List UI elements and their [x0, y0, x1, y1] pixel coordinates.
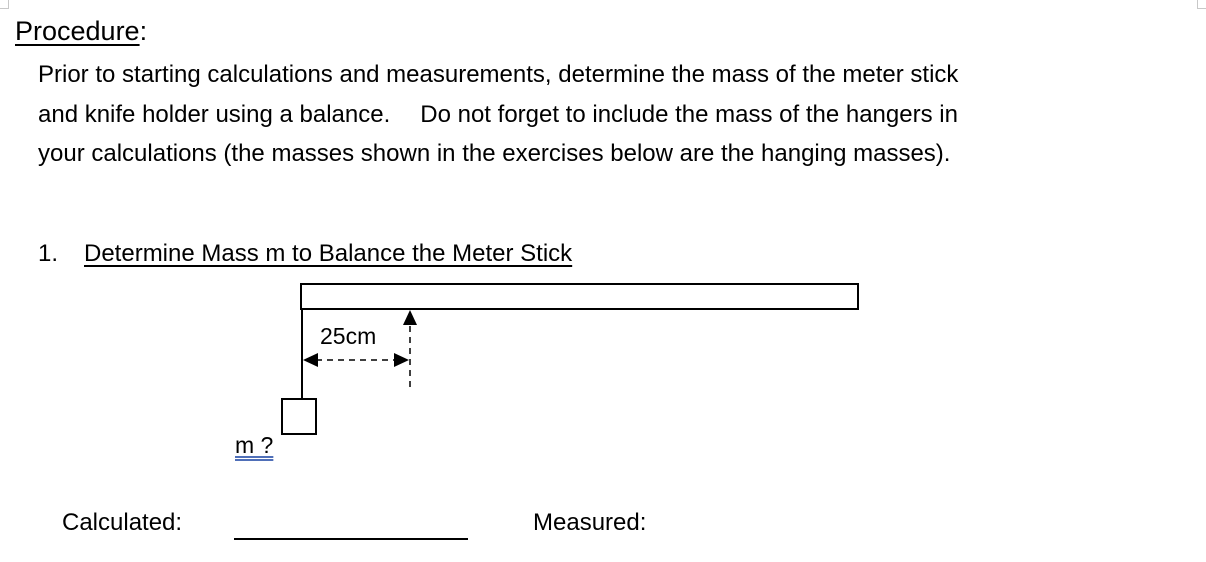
intro-line-1: Prior to starting calculations and measurements, determine the mass of the meter stick [38, 61, 959, 88]
intro-line-2a: and knife holder using a balance. [38, 100, 391, 128]
procedure-heading [15, 13, 147, 49]
distance-arrow-right-icon [394, 353, 409, 367]
exercise-number: 1. [38, 240, 59, 267]
procedure-intro [38, 55, 1198, 174]
calculated-label: Calculated: [62, 509, 183, 536]
hanging-mass-box [282, 399, 316, 434]
exercise-title: Determine Mass m to Balance the Meter Stick [84, 240, 573, 267]
measured-label: Measured: [533, 509, 647, 536]
meter-stick [301, 284, 858, 309]
distance-arrow-left-icon [303, 353, 318, 367]
distance-label: 25cm [320, 323, 377, 349]
pivot-arrow-icon [403, 310, 417, 325]
page-corner-mark-right [1197, 0, 1206, 9]
page-corner-mark-left [0, 0, 9, 9]
intro-line-2b: Do not forget to include the mass of the hangers in [420, 100, 958, 128]
calculated-answer-line[interactable] [234, 538, 468, 540]
procedure-heading-text: Procedure [15, 16, 140, 46]
unknown-mass-label: m ? [235, 432, 274, 458]
intro-line-3: your calculations (the masses shown in the exercises below are the hanging masses). [38, 140, 951, 167]
exercise-1-heading [38, 236, 572, 272]
intro-line-2 [38, 95, 1198, 135]
procedure-heading-colon: : [139, 16, 148, 46]
